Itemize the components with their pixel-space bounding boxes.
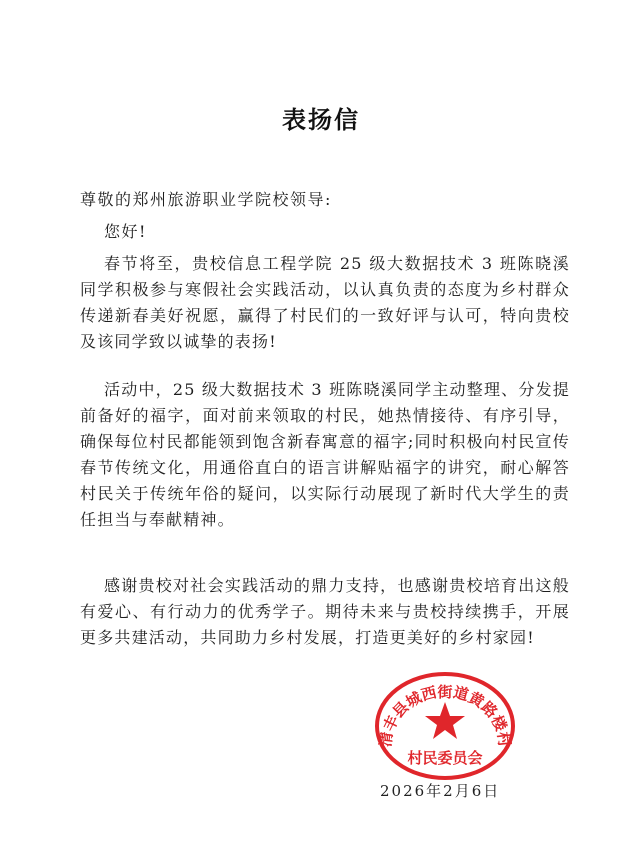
- body-paragraph: 活动中，25 级大数据技术 3 班陈晓溪同学主动整理、分发提前备好的福字，面对前来领取的村民，她热情接待、有序引导，确保每位村民都能领到饱含新春寓意的福字;同时积极向村民宣传春节传统文化，用通俗直白的语言讲解贴福字的讲究，耐心解答村民关于传统年俗的疑问，以实际行动展现了新时代大学生的责任担当与奉献精神。: [80, 380, 570, 529]
- seal-bottom-text: 村民委员会: [407, 749, 483, 767]
- letter-date: 2026年2月6日: [380, 782, 501, 800]
- salutation: 尊敬的郑州旅游职业学院校领导:: [80, 190, 332, 209]
- body-paragraph: 感谢贵校对社会实践活动的鼎力支持，也感谢贵校培育出这般有爱心、有行动力的优秀学子。期待未来与贵校持续携手，开展更多共建活动，共同助力乡村发展，打造更美好的乡村家园!: [80, 576, 570, 647]
- letter-title: 表扬信: [282, 106, 360, 134]
- greeting: 您好!: [104, 222, 147, 241]
- body-paragraph: 春节将至，贵校信息工程学院 25 级大数据技术 3 班陈晓溪同学积极参与寒假社会实践活动，以认真负责的态度为乡村群众传递新春美好祝愿，赢得了村民们的一致好评与认可，特向贵校及该同学致以诚挚的表扬!: [80, 254, 570, 351]
- official-seal: [370, 668, 520, 780]
- seal-arc-text: 清丰县城西街道黄路楼村: [376, 682, 514, 748]
- seal-star-icon: [425, 702, 465, 739]
